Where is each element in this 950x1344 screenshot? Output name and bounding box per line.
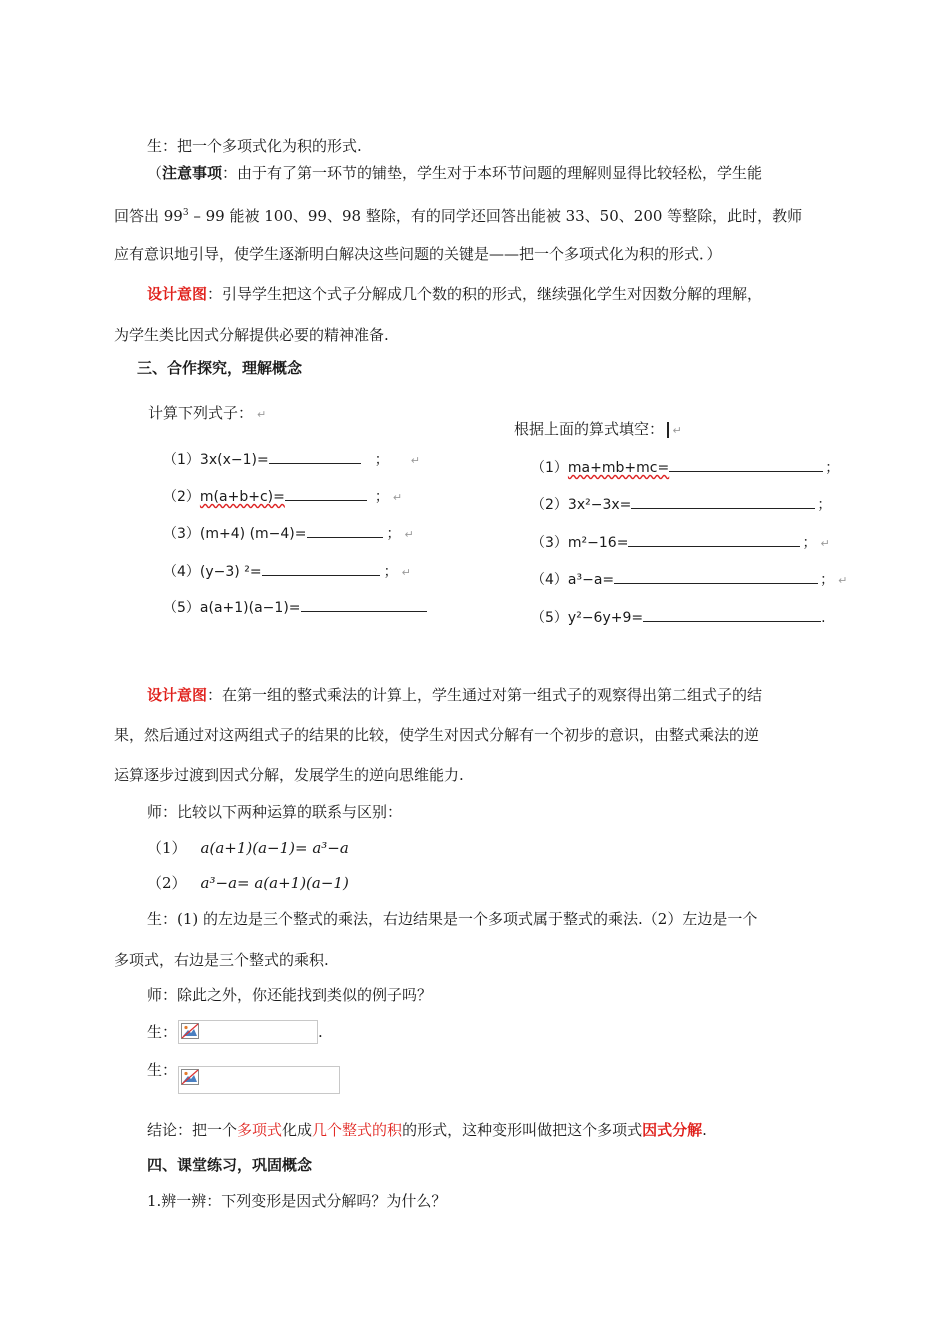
student-answer-2-line-1: 生：(1) 的左边是三个整式的乘法，右边结果是一个多项式属于整式的乘法.（2）左边是一个 xyxy=(147,910,758,928)
student-answer-4: 生： xyxy=(147,1061,178,1079)
note-line-1: （注意事项：由于有了第一环节的铺垫，学生对于本环节问题的理解则显得比较轻松，学生能 xyxy=(147,164,763,182)
design-intent-2-label: 设计意图 xyxy=(147,686,208,704)
left-item-3: （3）(m+4) (m−4)= ； ↵ xyxy=(163,523,414,543)
left-item-4: （4）(y−3) ²= ； ↵ xyxy=(163,561,411,581)
right-item-1: （1）ma+mb+mc= ； xyxy=(531,457,839,477)
design-intent-label: 设计意图 xyxy=(147,285,208,303)
broken-image-placeholder-2 xyxy=(178,1066,340,1094)
right-item-4: （4）a³−a= ； ↵ xyxy=(531,569,847,589)
broken-image-icon xyxy=(181,1069,199,1085)
right-block-title: 根据上面的算式填空： ↵ xyxy=(514,420,682,438)
teacher-question-2: 师：除此之外，你还能找到类似的例子吗？ xyxy=(147,986,433,1004)
broken-image-icon xyxy=(181,1023,199,1039)
left-block-title: 计算下列式子： ↵ xyxy=(148,404,267,422)
student-answer-1: 生：把一个多项式化为积的形式. xyxy=(147,137,362,155)
right-item-5: （5）y²−6y+9= . xyxy=(531,607,826,627)
conclusion-keyword-product: 几个整式的积 xyxy=(312,1121,403,1139)
conclusion: 结论：把一个多项式化成几个整式的积的形式，这种变形叫做把这个多项式因式分解. xyxy=(147,1121,707,1139)
teacher-question-1: 师：比较以下两种运算的联系与区别： xyxy=(147,803,403,821)
design-intent-2-line-3: 运算逐步过渡到因式分解，发展学生的逆向思维能力. xyxy=(114,766,464,784)
design-intent-1-line-1: 设计意图：引导学生把这个式子分解成几个数的积的形式，继续强化学生对因数分解的理解， xyxy=(147,285,763,303)
student-answer-3: 生： xyxy=(147,1023,178,1041)
conclusion-keyword-factorization: 因式分解 xyxy=(642,1121,703,1139)
design-intent-1-line-2: 为学生类比因式分解提供必要的精神准备. xyxy=(114,326,389,344)
note-line-3: 应有意识地引导，使学生逐渐明白解决这些问题的关键是——把一个多项式化为积的形式．） xyxy=(114,245,722,263)
right-item-2: （2）3x²−3x= ； xyxy=(531,494,831,514)
conclusion-keyword-polynomial: 多项式 xyxy=(237,1121,283,1139)
compare-item-2: （2） a³−a= a(a+1)(a−1) xyxy=(147,874,349,892)
compare-item-1: （1） a(a+1)(a−1)= a³−a xyxy=(147,839,349,857)
design-intent-2-line-2: 果，然后通过对这两组式子的结果的比较，使学生对因式分解有一个初步的意识，由整式乘法的逆 xyxy=(114,726,760,744)
student-answer-3-period: . xyxy=(318,1023,323,1041)
right-fill-block xyxy=(514,418,682,439)
exercise-1: 1.辨一辨：下列变形是因式分解吗？为什么？ xyxy=(147,1192,447,1210)
left-calc-block xyxy=(148,402,266,423)
section-4-heading: 四、课堂练习，巩固概念 xyxy=(147,1156,313,1174)
left-item-2: （2）m(a+b+c)= ； ↵ xyxy=(163,486,402,506)
right-item-3: （3）m²−16= ； ↵ xyxy=(531,532,830,552)
student-answer-2-line-2: 多项式，右边是三个整式的乘积. xyxy=(114,951,329,969)
note-label: 注意事项 xyxy=(162,164,223,182)
left-item-1: （1）3x(x−1)= ； ↵ xyxy=(163,449,420,469)
design-intent-2-line-1: 设计意图：在第一组的整式乘法的计算上，学生通过对第一组式子的观察得出第二组式子的结 xyxy=(147,686,763,704)
note-line-2: 回答出 $99^3 - 99$ 能被 100、99、98 整除，有的同学还回答出能被 33、50、200 等整除，此时，教师 xyxy=(114,207,803,225)
left-item-5: （5）a(a+1)(a−1)= xyxy=(163,597,427,617)
broken-image-placeholder-1 xyxy=(178,1020,318,1044)
section-3-heading: 三、合作探究，理解概念 xyxy=(137,359,303,377)
